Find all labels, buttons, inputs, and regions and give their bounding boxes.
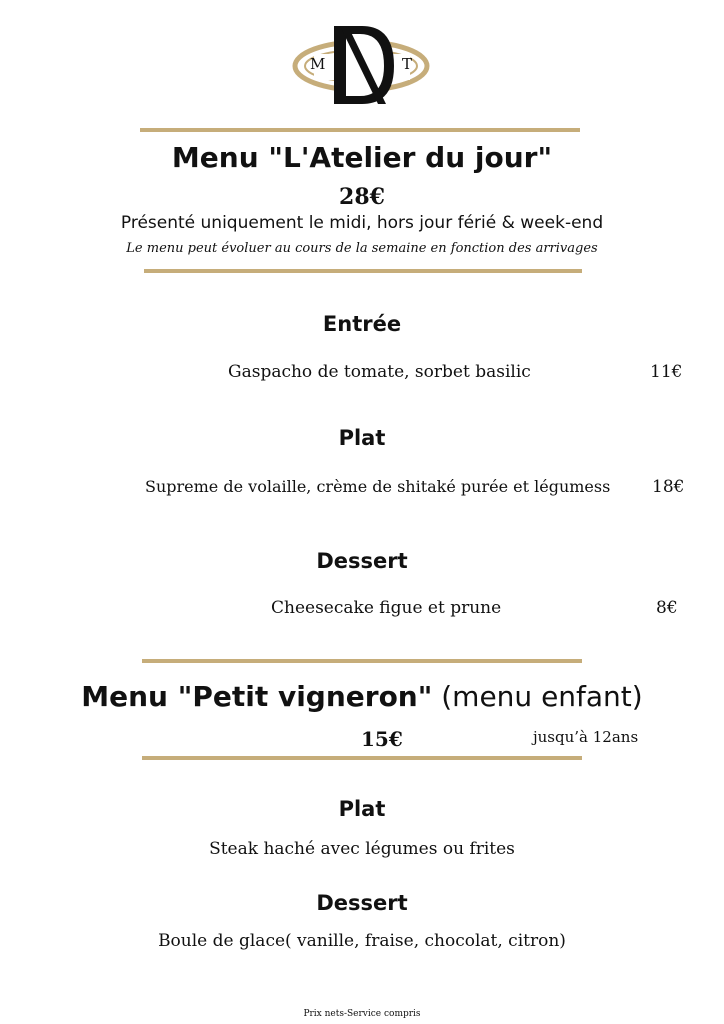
section-title-entree: Entrée	[322, 312, 402, 336]
section-title-plat: Plat	[338, 426, 386, 450]
price-plat: 18€	[652, 477, 685, 497]
logo-letter-t: T	[402, 55, 413, 73]
footer-note: Prix nets-Service compris	[303, 1009, 421, 1019]
dish-dessert: Cheesecake figue et prune	[271, 598, 502, 618]
kids-dish-plat: Steak haché avec légumes ou frites	[209, 839, 515, 859]
divider-top	[140, 128, 580, 132]
section-title-dessert: Dessert	[316, 549, 408, 573]
kids-section-title-dessert: Dessert	[316, 891, 408, 915]
divider-menu2-top	[142, 659, 582, 663]
price-entree: 11€	[650, 362, 683, 382]
kids-dish-dessert: Boule de glace( vanille, fraise, chocolat, citron)	[158, 931, 566, 951]
menu2-price: 15€	[361, 727, 403, 751]
price-dessert: 8€	[656, 598, 678, 618]
logo-letter-m: M	[310, 55, 326, 73]
menu1-price: 28€	[339, 184, 385, 210]
menu1-subnote: Le menu peut évoluer au cours de la semaine en fonction des arrivages	[126, 241, 598, 256]
dish-entree: Gaspacho de tomate, sorbet basilic	[228, 362, 531, 382]
menu2-title-main: Menu "Petit vigneron"	[81, 680, 433, 713]
menu1-title: Menu "L'Atelier du jour"	[171, 141, 553, 174]
menu2-age: jusqu’à 12ans	[533, 728, 639, 746]
menu1-note: Présenté uniquement le midi, hors jour férié & week-end	[120, 213, 604, 233]
kids-section-title-plat: Plat	[338, 797, 386, 821]
dish-plat: Supreme de volaille, crème de shitaké purée et légumess	[145, 477, 611, 496]
divider-menu1-bottom	[144, 269, 582, 273]
menu2-title	[0, 680, 724, 713]
menu2-title-sub: (menu enfant)	[441, 680, 643, 713]
divider-menu2-bottom	[142, 756, 582, 760]
logo	[290, 18, 432, 110]
